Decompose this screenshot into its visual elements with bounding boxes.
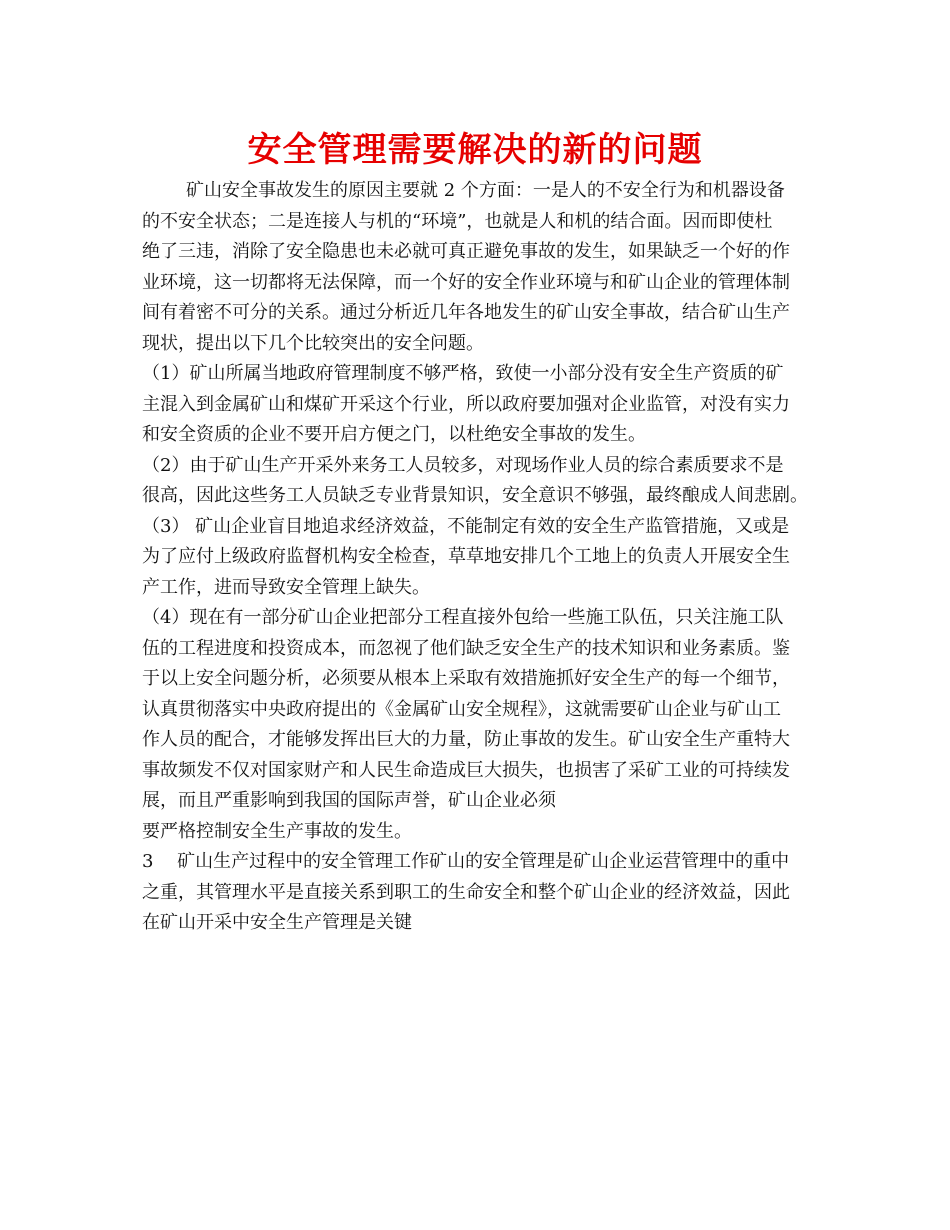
- text-line: 认真贯彻落实中央政府提出的《金属矿山安全规程》，这就需要矿山企业与矿山工: [142, 698, 781, 720]
- text-line: 之重，其管理水平是直接关系到职工的生命安全和整个矿山企业的经济效益，因此: [142, 881, 790, 903]
- text-line: 很高，因此这些务工人员缺乏专业背景知识，安全意识不够强，最终酿成人间悲剧。: [142, 485, 808, 506]
- document-body: [142, 176, 822, 939]
- document-title: 安全管理需要解决的新的问题: [247, 130, 703, 170]
- text-line: 在矿山开采中安全生产管理是关键: [142, 912, 412, 933]
- text-line: 现状，提出以下几个比较突出的安全问题。: [142, 332, 484, 354]
- text-line: （2）由于矿山生产开采外来务工人员较多，对现场作业人员的综合素质要求不是: [142, 454, 784, 476]
- text-line: 事故频发不仅对国家财产和人民生命造成巨大损失，也损害了采矿工业的可持续发: [142, 759, 790, 781]
- text-line: （3） 矿山企业盲目地追求经济效益，不能制定有效的安全生产监管措施，又或是: [142, 515, 790, 537]
- text-line: 矿山安全事故发生的原因主要就 2 个方面：一是人的不安全行为和机器设备: [186, 180, 785, 201]
- text-line: 绝了三违，消除了安全隐患也未必就可真正避免事故的发生，如果缺乏一个好的作: [142, 241, 790, 262]
- text-line: 间有着密不可分的关系。通过分析近几年各地发生的矿山安全事故，结合矿山生产: [142, 302, 790, 323]
- text-line: 要严格控制安全生产事故的发生。: [142, 820, 412, 842]
- text-line: 产工作，进而导致安全管理上缺失。: [142, 576, 430, 598]
- text-line: 的不安全状态；二是连接人与机的“环境”，也就是人和机的结合面。因而即使杜: [142, 210, 773, 232]
- text-line: 为了应付上级政府监督机构安全检查，草草地安排几个工地上的负责人开展安全生: [142, 546, 790, 567]
- text-line: 展，而且严重影响到我国的国际声誉，矿山企业必须: [142, 790, 556, 811]
- text-line: 业环境，这一切都将无法保障，而一个好的安全作业环境与和矿山企业的管理体制: [142, 271, 790, 293]
- text-line: 3 矿山生产过程中的安全管理工作矿山的安全管理是矿山企业运营管理中的重中: [142, 851, 790, 872]
- text-line: 和安全资质的企业不要开启方便之门，以杜绝安全事故的发生。: [142, 424, 646, 445]
- text-line: （4）现在有一部分矿山企业把部分工程直接外包给一些施工队伍，只关注施工队: [142, 607, 784, 628]
- text-line: 伍的工程进度和投资成本，而忽视了他们缺乏安全生产的技术知识和业务素质。鉴: [142, 637, 790, 659]
- text-line: 作人员的配合，才能够发挥出巨大的力量，防止事故的发生。矿山安全生产重特大: [142, 729, 790, 750]
- text-line: 于以上安全问题分析，必须要从根本上采取有效措施抓好安全生产的每一个细节，: [142, 668, 790, 689]
- text-line: 主混入到金属矿山和煤矿开采这个行业，所以政府要加强对企业监管，对没有实力: [142, 393, 790, 415]
- text-line: （1）矿山所属当地政府管理制度不够严格，致使一小部分没有安全生产资质的矿: [142, 363, 784, 384]
